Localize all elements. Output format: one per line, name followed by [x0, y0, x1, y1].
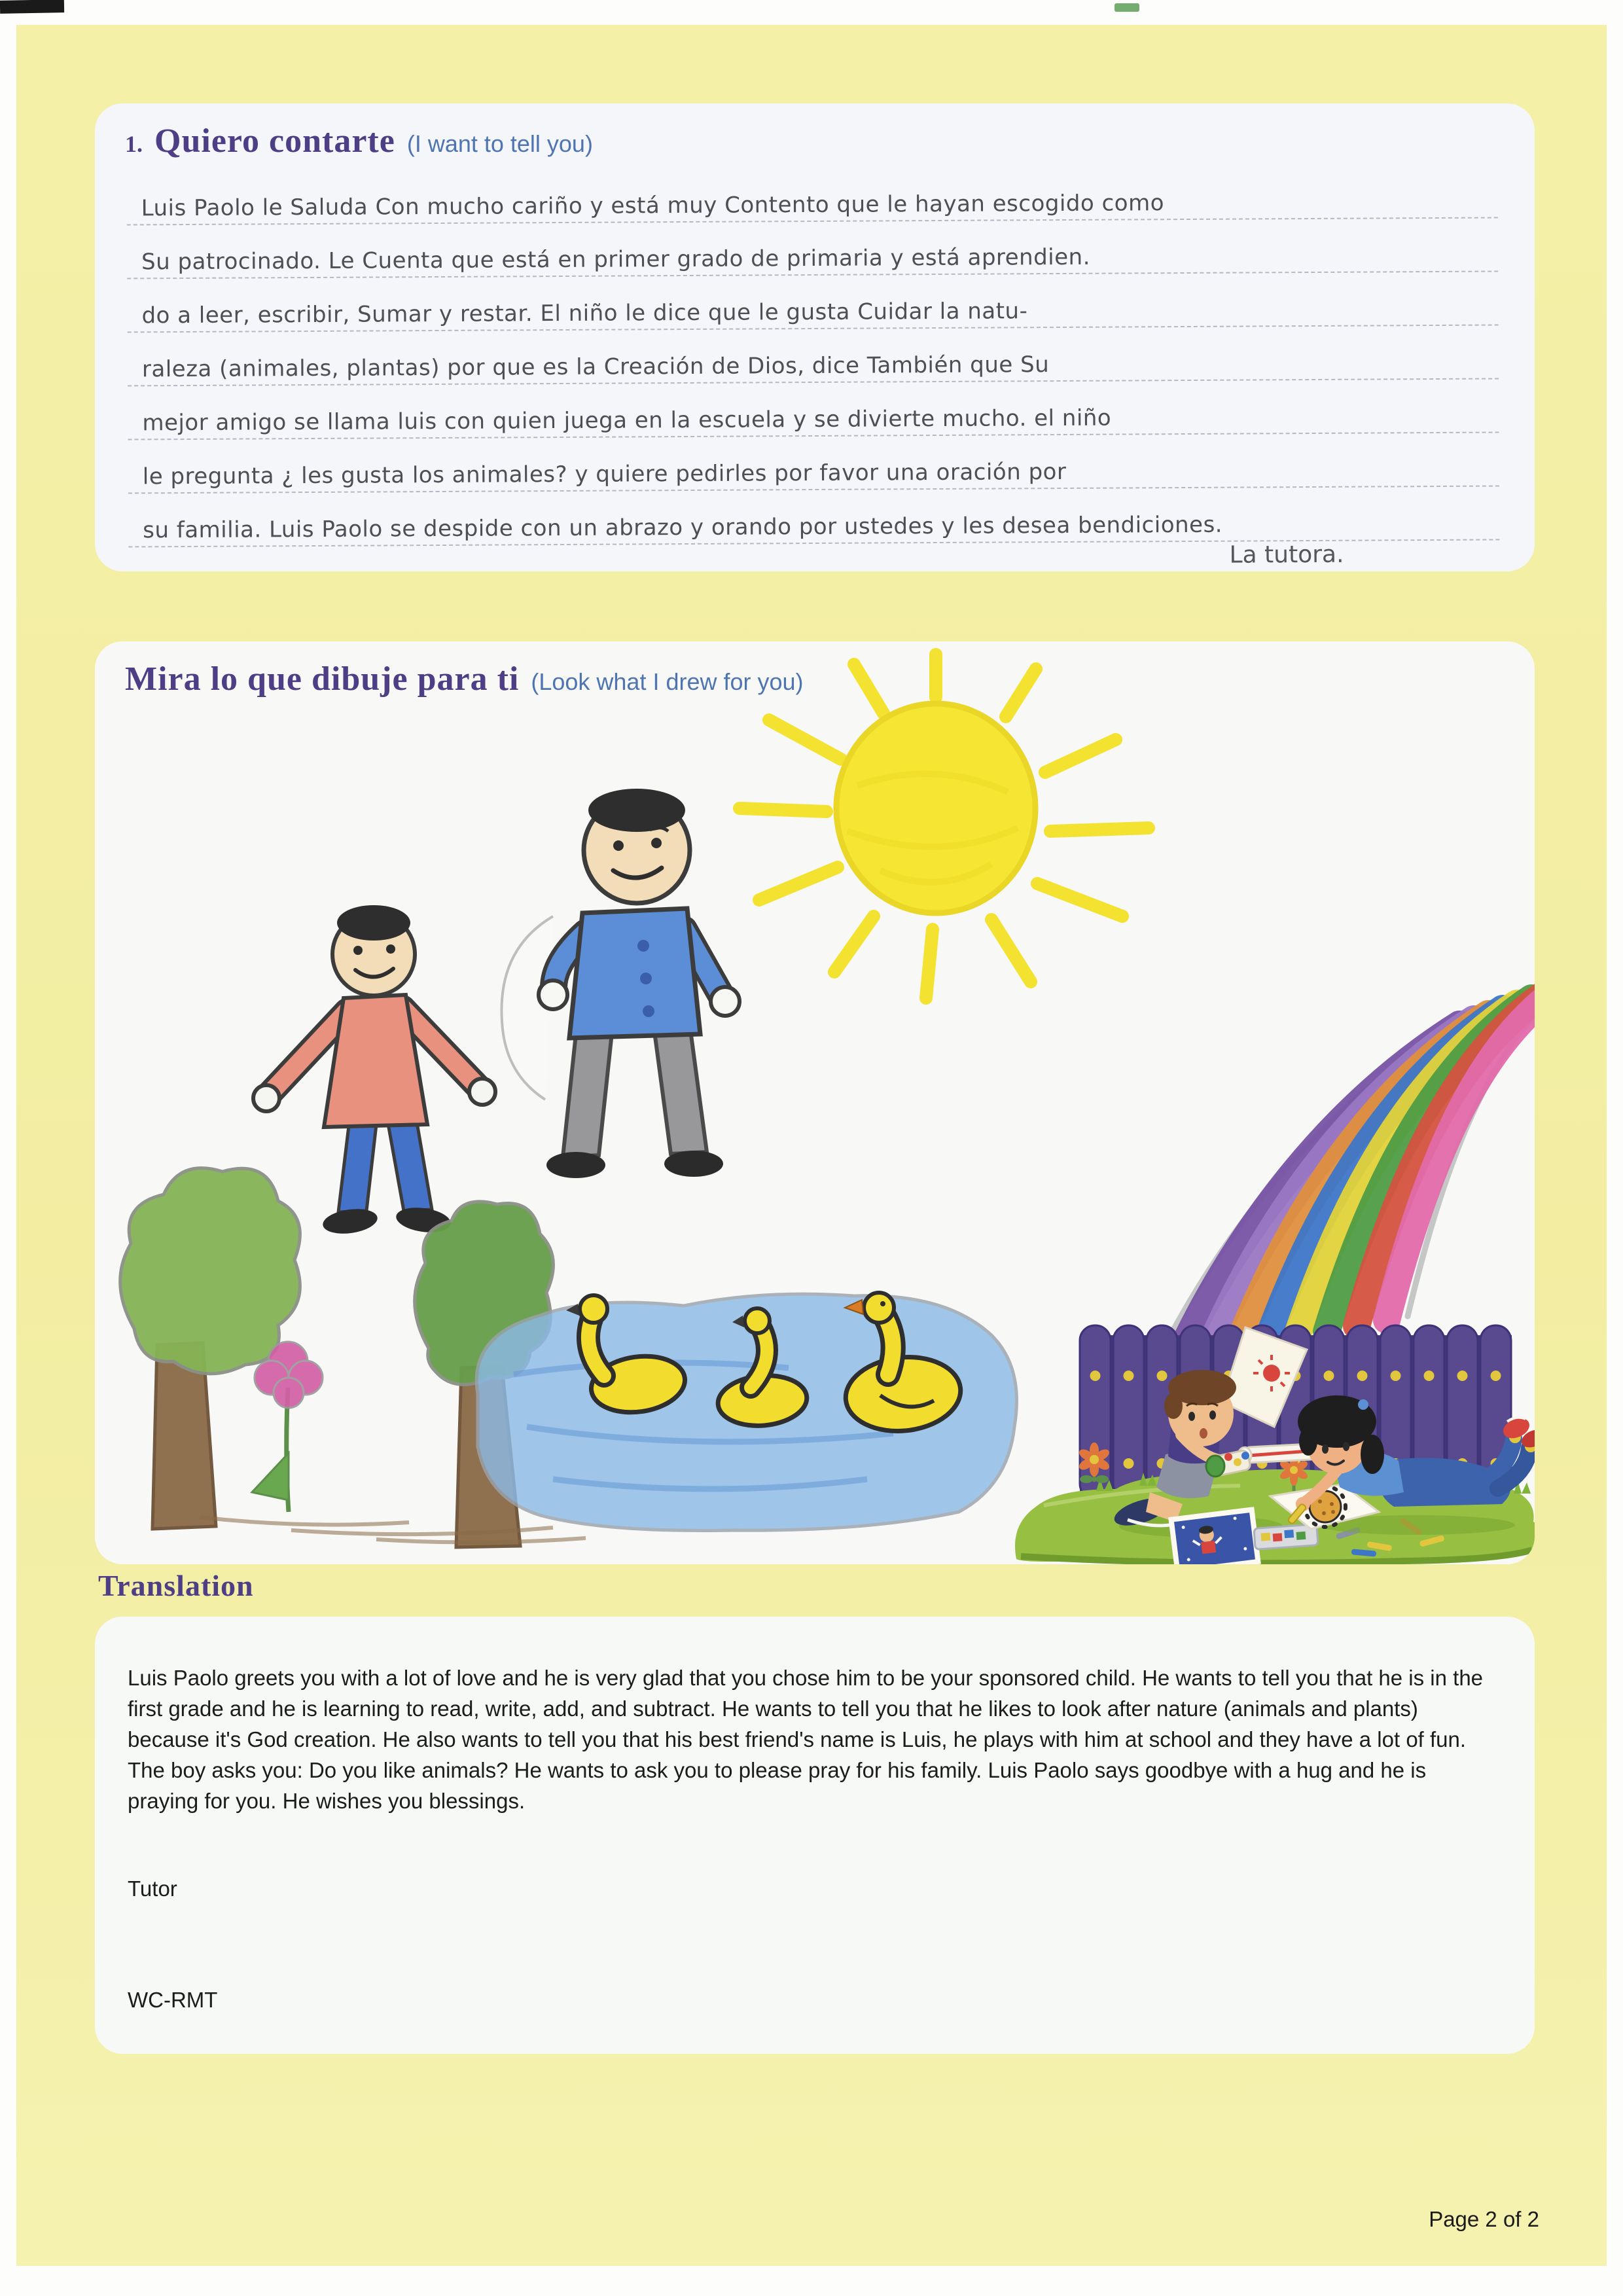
handwritten-line: Luis Paolo le Saluda Con mucho cariño y está muy Contento que le hayan escogido como	[126, 165, 1497, 226]
page-number-label: Page 2 of 2	[1429, 2207, 1539, 2231]
child-drawing	[95, 641, 1535, 1564]
section2-title-english: (Look what I drew for you)	[531, 668, 804, 695]
handwriting-area	[126, 165, 1499, 581]
ground-scribble	[200, 1517, 586, 1543]
drawing-panel	[95, 641, 1535, 1564]
translation-heading: Translation	[98, 1569, 254, 1602]
translation-body: Luis Paolo greets you with a lot of love and he is very glad that you chose him to be your sponsored child. He wants to tell you that he is in the first grade and he is learning to read, write, add, and subtract. He wants to tell you that he likes to look after nature (animals and plants) because it's God creation. He also wants to tell you that his best friend's name is Luis, he plays with him at school and they have a lot of fun. The boy asks you: Do you like animals? He wants to ask you to please pray for his family. Luis Paolo says goodbye with a hug and he is praying for you. He wishes you blessings.	[128, 1666, 1484, 1813]
handwritten-line: raleza (animales, plantas) por que es la Creación de Dios, dice También que Su	[128, 326, 1499, 387]
tutor-signature: La tutora.	[1229, 541, 1344, 569]
section1-title-spanish: Quiero contarte	[154, 122, 395, 160]
handwritten-line: mejor amigo se llama luis con quien juega en la escuela y se divierte mucho. el niño	[128, 380, 1499, 440]
section2-header	[95, 641, 1535, 698]
figure-child-pink-shirt	[253, 905, 495, 1237]
translation-panel	[95, 1617, 1535, 2054]
handwritten-line: su familia. Luis Paolo se despide con un abrazo y orando por ustedes y les desea bendiciones.	[128, 487, 1499, 548]
flower-drawing	[252, 1342, 323, 1512]
rainbow-drawing	[1155, 984, 1535, 1365]
handwritten-line: do a leer, escribir, Sumar y restar. El niño le dice que le gusta Cuidar la natu-	[127, 272, 1498, 333]
scan-artifact-green-mark	[1115, 3, 1139, 12]
handwritten-line: Su patrocinado. Le Cuenta que está en primer grado de primaria y está aprendien.	[127, 219, 1498, 279]
handwritten-line: le pregunta ¿ les gusta los animales? y quiere pedirles por favor una oración por	[128, 433, 1499, 494]
section1-title-english: (I want to tell you)	[406, 130, 593, 157]
sun-drawing	[740, 655, 1149, 998]
section1-header	[95, 103, 1535, 160]
section2-title-spanish: Mira lo que dibuje para ti	[125, 660, 520, 698]
letter-code: WC-RMT	[128, 1988, 218, 2012]
translation-signoff: Tutor	[128, 1876, 177, 1901]
scan-artifact-mark	[0, 0, 64, 14]
handwritten-letter-panel	[95, 103, 1535, 571]
figure-adult-blue-shirt	[501, 789, 740, 1178]
section1-number: 1.	[125, 131, 143, 157]
